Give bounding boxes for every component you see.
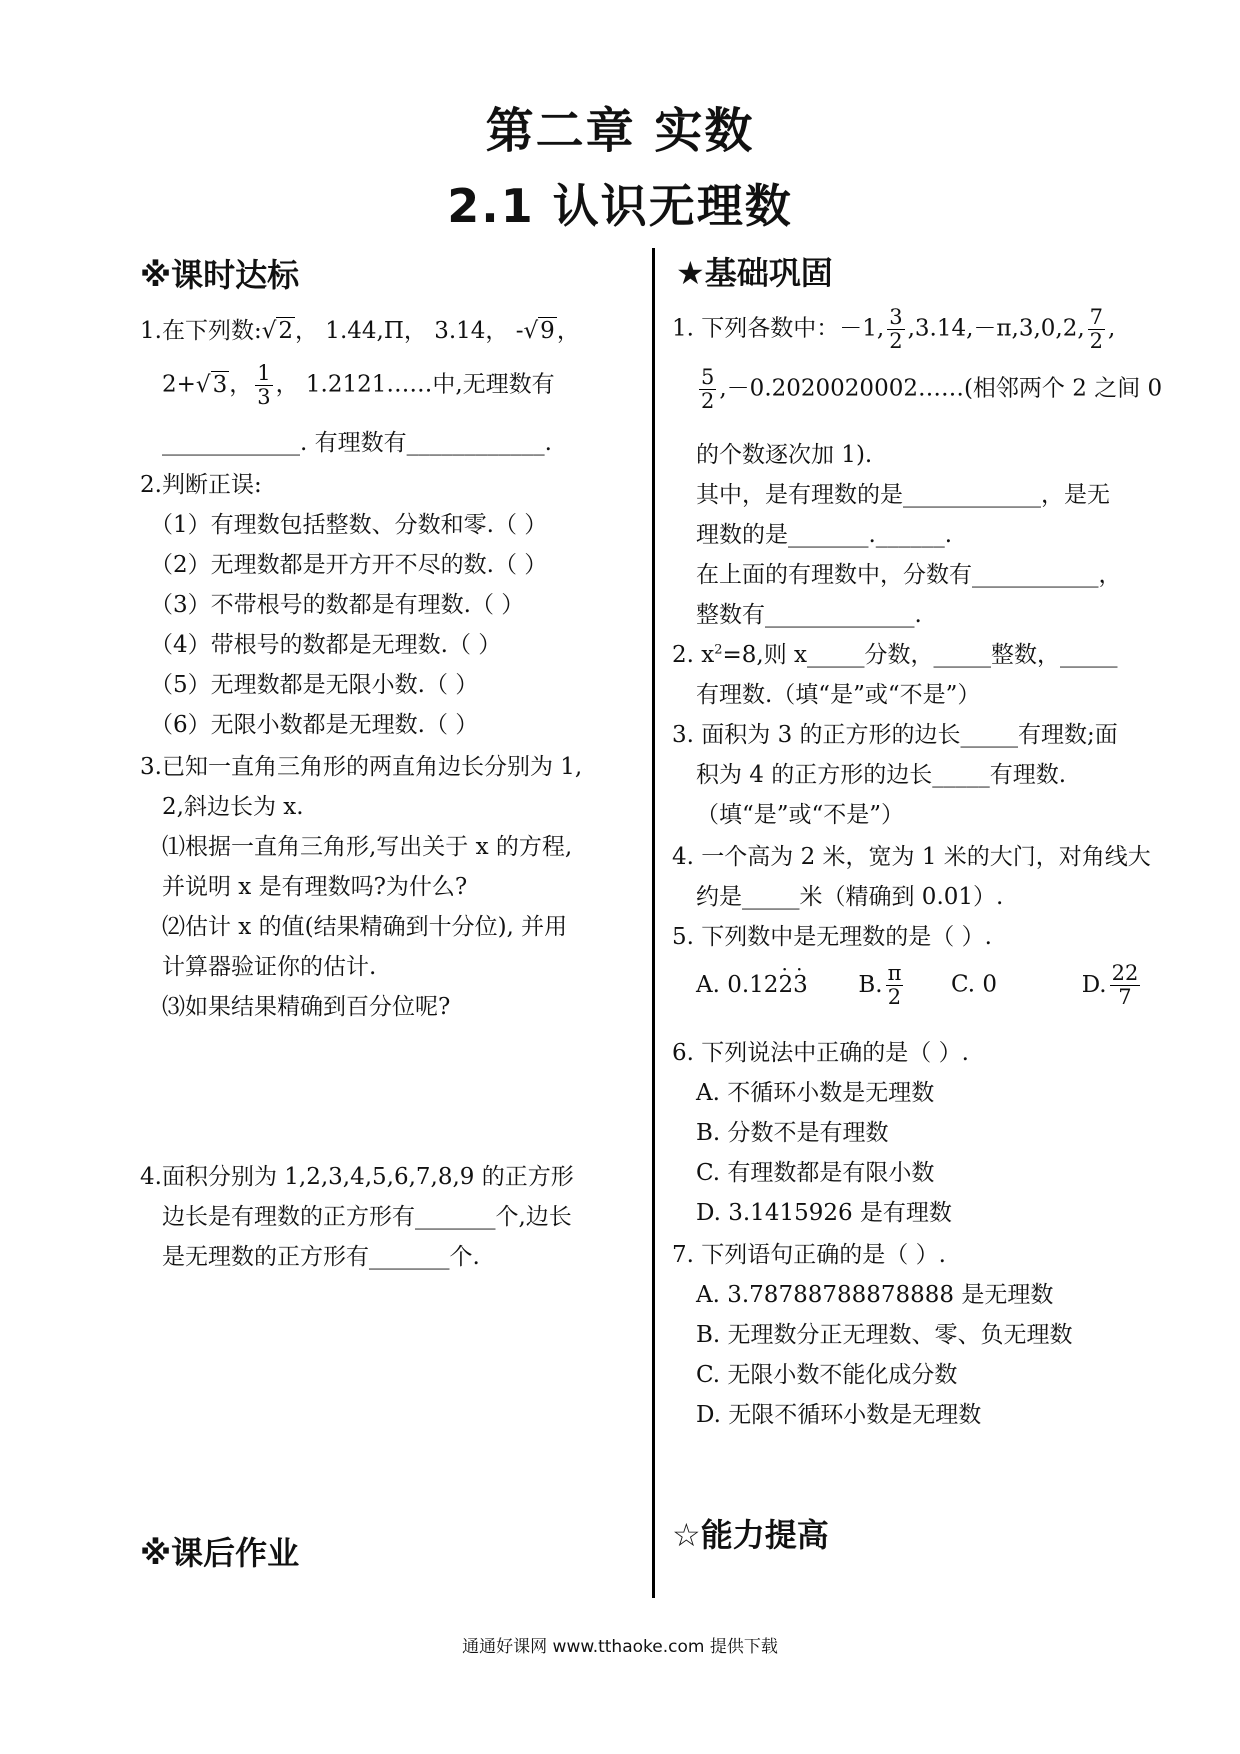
left-q2-item: （1）有理数包括整数、分数和零.（ ） xyxy=(150,512,548,538)
right-q1-line: 整数有_____________. xyxy=(696,602,922,628)
right-q6-option: B. 分数不是有理数 xyxy=(696,1120,889,1146)
right-q3-line: 3. 面积为 3 的正方形的边长_____有理数;面 xyxy=(672,722,1118,748)
right-q5-stem: 5. 下列数中是无理数的是（ ）. xyxy=(672,924,992,950)
q5-option-d: D. $\frac{22}{7}$ xyxy=(1081,961,1139,1010)
left-q3-line: 3.已知一直角三角形的两直角边长分别为 1, xyxy=(140,754,583,780)
fraction-7-2: $\frac{7}{2}$ xyxy=(1089,305,1104,354)
fraction-3-2: $\frac{3}{2}$ xyxy=(889,305,903,354)
right-q2-line2: 有理数.（填“是”或“不是”） xyxy=(696,682,981,708)
right-q6-option: D. 3.1415926 是有理数 xyxy=(696,1200,952,1226)
ability-heading: ☆能力提高 xyxy=(672,1516,829,1554)
column-divider xyxy=(652,248,655,1598)
right-q3-line: 积为 4 的正方形的边长_____有理数. xyxy=(696,762,1067,788)
left-q3-line: ⑴根据一直角三角形,写出关于 x 的方程, xyxy=(162,834,573,860)
right-q4-line: 约是_____米（精确到 0.01）. xyxy=(696,884,1004,910)
right-q7-option: C. 无限小数不能化成分数 xyxy=(696,1362,958,1388)
right-q2-line1: 2. $x^2=8$,则 x_____分数，_____整数，_____ xyxy=(672,642,1118,668)
sqrt-2: √2 xyxy=(261,318,293,344)
right-q6-option: C. 有理数都是有限小数 xyxy=(696,1160,935,1186)
right-q3-line: （填“是”或“不是”） xyxy=(696,802,905,828)
left-section-heading: ※课时达标 xyxy=(140,256,300,294)
left-q3-line: 计算器验证你的估计. xyxy=(162,954,377,980)
left-q1-line1: 1.在下列数:√2， 1.44,Π， 3.14， -√9， xyxy=(140,318,580,344)
q5-option-b: B. $\frac{\pi}{2}$ xyxy=(858,961,902,1010)
fraction-one-third: $\frac{1}{3}$ xyxy=(257,361,271,410)
left-q3-line: ⑵估计 x 的值(结果精确到十分位), 并用 xyxy=(162,914,568,940)
right-q7-option: D. 无限不循环小数是无理数 xyxy=(696,1402,982,1428)
q5-option-c: C. 0 xyxy=(951,971,998,998)
right-q6-stem: 6. 下列说法中正确的是（ ）. xyxy=(672,1040,969,1066)
right-q1-line1: 1. 下列各数中：－1, $\frac{3}{2}$ ,3.14,－π,3,0,2, $\frac{7}{2}$ , xyxy=(672,305,1116,354)
right-q1-line: 理数的是_______.______. xyxy=(696,522,953,548)
left-q2-title: 2.判断正误: xyxy=(140,472,262,498)
left-q3-line: ⑶如果结果精确到百分位呢? xyxy=(162,994,451,1020)
left-q2-item: （3）不带根号的数都是有理数.（ ） xyxy=(150,592,525,618)
right-q7-stem: 7. 下列语句正确的是（ ）. xyxy=(672,1242,946,1268)
fraction-5-2: $\frac{5}{2}$ xyxy=(701,365,715,414)
right-q1-line: 在上面的有理数中，分数有___________， xyxy=(696,562,1122,588)
section-title: 2.1 认识无理数 xyxy=(447,179,793,233)
sqrt-9: √9 xyxy=(523,318,555,344)
left-q1-line3: ____________. 有理数有____________. xyxy=(162,430,552,456)
right-q7-option: A. 3.78788788878888 是无理数 xyxy=(696,1282,1054,1308)
right-q1-line2: $\frac{5}{2}$ ,－0.2020020002……(相邻两个 2 之间 0 xyxy=(701,365,1163,414)
left-q3-line: 2,斜边长为 x. xyxy=(162,794,304,820)
left-q4-line: 边长是有理数的正方形有_______个,边长 xyxy=(162,1204,572,1230)
left-q2-item: （5）无理数都是无限小数.（ ） xyxy=(150,672,479,698)
footer-credit: 通通好课网 www.tthaoke.com 提供下载 xyxy=(462,1637,778,1657)
right-q1-line: 的个数逐次加 1). xyxy=(696,442,873,468)
sqrt-3: √3 xyxy=(195,371,228,398)
left-q4-line: 4.面积分别为 1,2,3,4,5,6,7,8,9 的正方形 xyxy=(140,1164,574,1190)
left-q4-line: 是无理数的正方形有_______个. xyxy=(162,1244,480,1270)
q5-option-a: A. 0.12· 2· 3 xyxy=(696,972,808,998)
chapter-title: 第二章 实数 xyxy=(485,103,755,159)
left-q1-line2: 2+√3， $\frac{1}{3}$ ， 1.2121……中,无理数有 xyxy=(162,361,555,410)
right-q6-option: A. 不循环小数是无理数 xyxy=(696,1080,935,1106)
right-q4-line: 4. 一个高为 2 米，宽为 1 米的大门，对角线大 xyxy=(672,844,1151,870)
right-q5-options xyxy=(696,962,1143,1009)
right-q1-line: 其中，是有理数的是____________，是无 xyxy=(696,482,1110,508)
left-q2-item: （2）无理数都是开方开不尽的数.（ ） xyxy=(150,552,548,578)
left-q2-item: （4）带根号的数都是无理数.（ ） xyxy=(150,632,502,658)
left-q3-line: 并说明 x 是有理数吗?为什么? xyxy=(162,874,468,900)
right-section-heading: ★基础巩固 xyxy=(676,254,833,292)
left-q2-item: （6）无限小数都是无理数.（ ） xyxy=(150,712,479,738)
homework-heading: ※课后作业 xyxy=(140,1534,300,1572)
right-q7-option: B. 无理数分正无理数、零、负无理数 xyxy=(696,1322,1073,1348)
